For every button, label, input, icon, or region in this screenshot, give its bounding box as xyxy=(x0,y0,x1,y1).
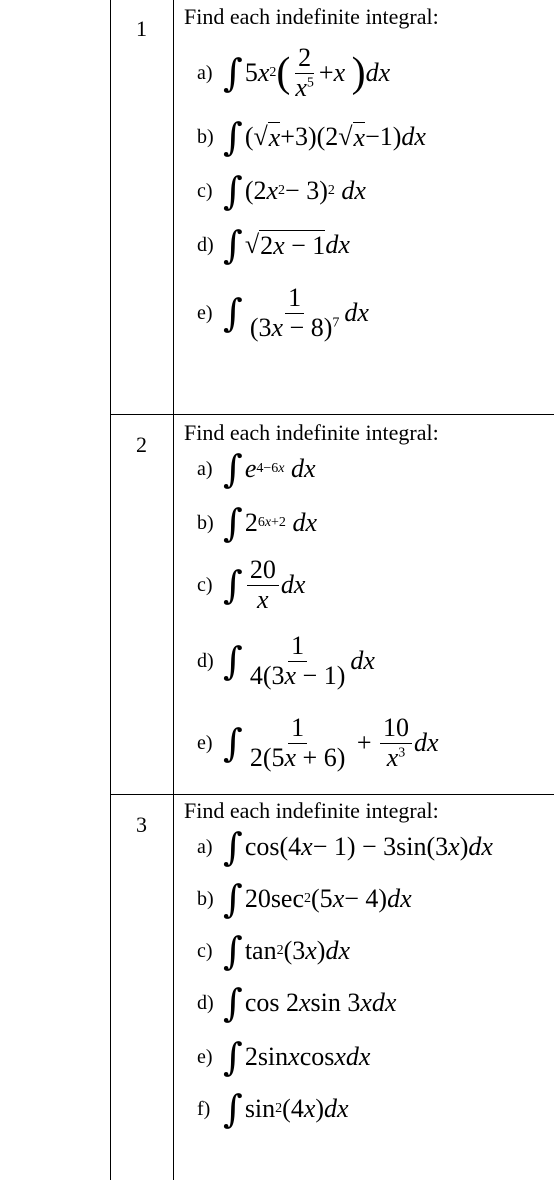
integral-expression: ∫ $\frac{1}{4(3x - 1)}$ dx xyxy=(223,631,375,690)
integral-expression: ∫ $\frac{1}{(3x - 8)^7}$ dx xyxy=(223,283,369,342)
integral-expression: ∫ 2 6x+2 dx xyxy=(223,501,317,545)
integral-expression: ∫ (√ x +3)(2√ x −1) dx xyxy=(223,115,426,159)
integral-item xyxy=(197,632,375,690)
question-heading: Find each indefinite integral: xyxy=(184,798,439,823)
integral-item xyxy=(197,115,426,159)
integral-item xyxy=(197,929,351,973)
question-number: 2 xyxy=(136,432,147,457)
part-label: b) xyxy=(197,511,214,534)
integral-expression: ∫ 2sin x cos xdx xyxy=(223,1035,371,1079)
integral-expression: ∫ $\frac{20}{x}$ dx xyxy=(223,555,306,614)
part-label: a) xyxy=(197,835,213,858)
integral-item xyxy=(197,447,316,491)
integral-item xyxy=(197,284,369,342)
integral-item xyxy=(197,44,390,102)
integral-item xyxy=(197,223,350,267)
part-label: c) xyxy=(197,179,213,202)
table-border-divider xyxy=(173,0,174,1180)
integral-item xyxy=(197,556,305,614)
integral-expression: ∫ 20sec 2 (5 x − 4) dx xyxy=(223,877,412,921)
part-label: a) xyxy=(197,457,213,480)
integral-expression: ∫ (2 x 2 − 3) 2 dx xyxy=(223,169,366,213)
row-divider-2 xyxy=(110,794,554,795)
integral-expression: ∫ 5 x 2 ( $\frac{2}{x^5}$ + x ) dx xyxy=(223,43,391,102)
integral-item xyxy=(197,877,412,921)
integral-expression: ∫ $\frac{1}{2(5x + 6)}$ + $\frac{10}{x^3}$ dx xyxy=(223,713,439,772)
integral-expression: ∫ cos 2 x sin 3 xdx xyxy=(223,981,397,1025)
integral-expression: ∫ tan 2 (3 x ) dx xyxy=(223,929,351,973)
part-label: b) xyxy=(197,125,214,148)
integral-expression: ∫ sin 2 (4 x ) dx xyxy=(223,1087,349,1131)
table-border-left xyxy=(110,0,111,1180)
integral-item xyxy=(197,1087,349,1131)
integral-item xyxy=(197,501,317,545)
part-label: f) xyxy=(197,1097,211,1120)
question-number: 3 xyxy=(136,812,147,837)
integral-item xyxy=(197,1035,371,1079)
integral-expression: ∫ e 4−6x dx xyxy=(223,447,316,491)
integral-item xyxy=(197,714,439,772)
question-heading: Find each indefinite integral: xyxy=(184,4,439,29)
part-label: e) xyxy=(197,731,213,754)
part-label: e) xyxy=(197,1045,213,1068)
integral-expression: ∫ cos(4 x − 1) − 3sin(3 x ) dx xyxy=(223,825,493,869)
part-label: d) xyxy=(197,233,214,256)
part-label: d) xyxy=(197,991,214,1014)
integral-item xyxy=(197,981,397,1025)
part-label: b) xyxy=(197,887,214,910)
integral-item xyxy=(197,825,493,869)
row-divider-1 xyxy=(110,414,554,415)
part-label: a) xyxy=(197,61,213,84)
integral-item xyxy=(197,169,366,213)
part-label: c) xyxy=(197,939,213,962)
part-label: e) xyxy=(197,301,213,324)
question-number: 1 xyxy=(136,16,147,41)
part-label: c) xyxy=(197,573,213,596)
part-label: d) xyxy=(197,649,214,672)
question-heading: Find each indefinite integral: xyxy=(184,420,439,445)
integral-expression: ∫ √ 2x − 1 dx xyxy=(223,223,350,267)
